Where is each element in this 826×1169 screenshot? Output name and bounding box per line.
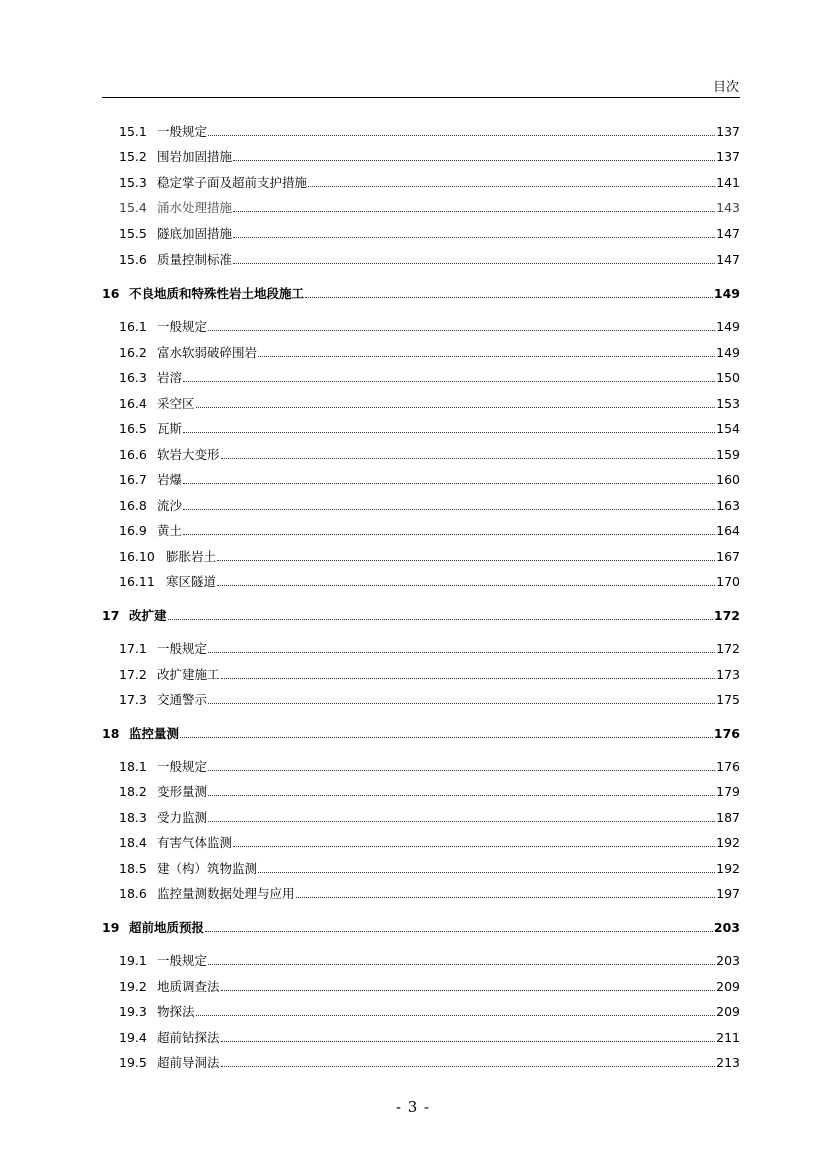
toc-leader-dots	[168, 619, 713, 620]
toc-entry-page: 137	[716, 149, 740, 164]
toc-section-entry[interactable]	[102, 1053, 740, 1071]
toc-leader-dots	[258, 356, 715, 357]
toc-entry-title: 不良地质和特殊性岩土地段施工	[129, 286, 305, 301]
toc-leader-dots	[208, 770, 715, 771]
toc-entry-title: 寒区隧道	[166, 574, 217, 589]
toc-section-entry[interactable]	[102, 343, 740, 361]
toc-entry-title: 受力监测	[157, 810, 208, 825]
toc-entry-number: 19	[102, 920, 120, 935]
toc-section-entry[interactable]	[102, 368, 740, 386]
toc-entry-number: 15.3	[119, 175, 147, 190]
toc-leader-dots	[208, 795, 715, 796]
toc-entry-page: 192	[716, 861, 740, 876]
toc-entry-number: 16.2	[119, 345, 147, 360]
toc-leader-dots	[180, 737, 713, 738]
toc-entry-page: 179	[716, 784, 740, 799]
toc-entry-page: 143	[716, 200, 740, 215]
toc-leader-dots	[233, 211, 715, 212]
toc-leader-dots	[183, 509, 715, 510]
toc-section-entry[interactable]	[102, 665, 740, 683]
toc-chapter-entry[interactable]	[102, 606, 740, 624]
toc-leader-dots	[208, 821, 715, 822]
toc-entry-number: 18.5	[119, 861, 147, 876]
toc-leader-dots	[233, 846, 715, 847]
toc-leader-dots	[205, 931, 713, 932]
toc-leader-dots	[183, 381, 715, 382]
toc-entry-page: 172	[716, 641, 740, 656]
toc-leader-dots	[221, 1041, 716, 1042]
toc-entry-number: 18.3	[119, 810, 147, 825]
toc-leader-dots	[183, 432, 715, 433]
header-title: 目次	[712, 80, 739, 95]
toc-leader-dots	[221, 678, 716, 679]
toc-section-entry[interactable]	[102, 224, 740, 242]
toc-entry-number: 16.10	[119, 549, 155, 564]
toc-entry-number: 16.1	[119, 319, 147, 334]
toc-entry-page: 147	[716, 226, 740, 241]
toc-entry-title: 质量控制标准	[157, 252, 233, 267]
toc-section-entry[interactable]	[102, 173, 740, 191]
toc-entry-page: 137	[716, 124, 740, 139]
toc-entry-title: 超前钻探法	[157, 1030, 220, 1045]
toc-entry-number: 19.2	[119, 979, 147, 994]
toc-entry-page: 153	[716, 396, 740, 411]
toc-leader-dots	[208, 703, 715, 704]
toc-leader-dots	[183, 534, 715, 535]
toc-entry-title: 超前导洞法	[157, 1055, 220, 1070]
page-number: - 3 -	[395, 1098, 431, 1116]
toc-entry-title: 建（构）筑物监测	[157, 861, 258, 876]
toc-leader-dots	[208, 652, 715, 653]
toc-entry-title: 采空区	[157, 396, 195, 411]
toc-entry-number: 16.3	[119, 370, 147, 385]
toc-section-entry[interactable]	[102, 496, 740, 514]
toc-entry-number: 18	[102, 726, 120, 741]
toc-entry-page: 149	[713, 286, 740, 301]
toc-entry-page: 211	[716, 1030, 740, 1045]
toc-leader-dots	[183, 483, 715, 484]
toc-entry-page: 176	[716, 759, 740, 774]
toc-entry-title: 有害气体监测	[157, 835, 233, 850]
toc-entry-page: 176	[713, 726, 740, 741]
toc-entry-number: 15.4	[119, 200, 147, 215]
toc-section-entry[interactable]	[102, 122, 740, 140]
toc-entry-page: 149	[716, 319, 740, 334]
toc-section-entry[interactable]	[102, 470, 740, 488]
toc-entry-number: 17.1	[119, 641, 147, 656]
toc-section-entry[interactable]	[102, 782, 740, 800]
toc-entry-page: 147	[716, 252, 740, 267]
toc-entry-page: 160	[716, 472, 740, 487]
toc-chapter-entry[interactable]	[102, 724, 740, 742]
toc-entry-number: 17.2	[119, 667, 147, 682]
toc-entry-number: 16	[102, 286, 120, 301]
toc-entry-number: 15.1	[119, 124, 147, 139]
toc-section-entry[interactable]	[102, 884, 740, 902]
toc-entry-title: 隧底加固措施	[157, 226, 233, 241]
toc-section-entry[interactable]	[102, 690, 740, 708]
toc-leader-dots	[208, 135, 715, 136]
toc-section-entry[interactable]	[102, 445, 740, 463]
toc-leader-dots	[233, 237, 715, 238]
toc-entry-title: 围岩加固措施	[157, 149, 233, 164]
toc-entry-number: 16.8	[119, 498, 147, 513]
toc-section-entry[interactable]	[102, 757, 740, 775]
toc-section-entry[interactable]	[102, 547, 740, 565]
toc-section-entry[interactable]	[102, 394, 740, 412]
toc-section-entry[interactable]	[102, 833, 740, 851]
toc-section-entry[interactable]	[102, 198, 740, 216]
toc-leader-dots	[305, 297, 713, 298]
toc-entry-title: 一般规定	[157, 759, 208, 774]
toc-entry-title: 一般规定	[157, 124, 208, 139]
toc-entry-title: 超前地质预报	[129, 920, 205, 935]
toc-entry-number: 18.2	[119, 784, 147, 799]
toc-entry-title: 一般规定	[157, 953, 208, 968]
toc-section-entry[interactable]	[102, 521, 740, 539]
toc-entry-page: 197	[716, 886, 740, 901]
toc-entry-title: 物探法	[157, 1004, 195, 1019]
toc-leader-dots	[217, 560, 715, 561]
toc-entry-title: 一般规定	[157, 641, 208, 656]
toc-entry-page: 154	[716, 421, 740, 436]
toc-entry-number: 18.6	[119, 886, 147, 901]
toc-leader-dots	[208, 330, 715, 331]
toc-entry-title: 地质调查法	[157, 979, 220, 994]
toc-entry-number: 18.4	[119, 835, 147, 850]
toc-entry-title: 流沙	[157, 498, 183, 513]
toc-entry-page: 213	[716, 1055, 740, 1070]
toc-section-entry[interactable]	[102, 1002, 740, 1020]
toc-entry-number: 19.3	[119, 1004, 147, 1019]
toc-leader-dots	[217, 585, 715, 586]
toc-chapter-entry[interactable]	[102, 284, 740, 302]
toc-section-entry[interactable]	[102, 1028, 740, 1046]
toc-entry-number: 19.4	[119, 1030, 147, 1045]
toc-entry-page: 149	[716, 345, 740, 360]
toc-entry-page: 209	[716, 979, 740, 994]
toc-entry-title: 富水软弱破碎围岩	[157, 345, 258, 360]
toc-entry-number: 16.11	[119, 574, 155, 589]
toc-leader-dots	[233, 263, 715, 264]
toc-entry-page: 175	[716, 692, 740, 707]
toc-entry-number: 16.6	[119, 447, 147, 462]
toc-entry-number: 18.1	[119, 759, 147, 774]
toc-section-entry[interactable]	[102, 859, 740, 877]
toc-entry-title: 一般规定	[157, 319, 208, 334]
toc-entry-number: 15.2	[119, 149, 147, 164]
toc-section-entry[interactable]	[102, 147, 740, 165]
toc-entry-page: 209	[716, 1004, 740, 1019]
toc-entry-page: 172	[713, 608, 740, 623]
toc-entry-title: 监控量测数据处理与应用	[157, 886, 295, 901]
toc-entry-number: 17.3	[119, 692, 147, 707]
toc-entry-title: 交通警示	[157, 692, 208, 707]
toc-entry-page: 203	[716, 953, 740, 968]
toc-leader-dots	[196, 1015, 716, 1016]
toc-leader-dots	[258, 872, 715, 873]
toc-entry-page: 170	[716, 574, 740, 589]
toc-entry-page: 150	[716, 370, 740, 385]
toc-entry-page: 164	[716, 523, 740, 538]
toc-leader-dots	[308, 186, 715, 187]
toc-entry-title: 黄土	[157, 523, 183, 538]
toc-entry-page: 141	[716, 175, 740, 190]
toc-section-entry[interactable]	[102, 572, 740, 590]
toc-leader-dots	[208, 964, 715, 965]
toc-entry-number: 15.6	[119, 252, 147, 267]
toc-entry-title: 稳定掌子面及超前支护措施	[157, 175, 308, 190]
toc-entry-number: 16.5	[119, 421, 147, 436]
toc-section-entry[interactable]	[102, 977, 740, 995]
toc-entry-title: 膨胀岩土	[166, 549, 217, 564]
toc-leader-dots	[221, 458, 716, 459]
toc-section-entry[interactable]	[102, 317, 740, 335]
toc-entry-title: 变形量测	[157, 784, 208, 799]
toc-section-entry[interactable]	[102, 419, 740, 437]
toc-entry-number: 15.5	[119, 226, 147, 241]
toc-entry-page: 167	[716, 549, 740, 564]
toc-entry-page: 163	[716, 498, 740, 513]
toc-entry-number: 16.9	[119, 523, 147, 538]
toc-entry-title: 软岩大变形	[157, 447, 220, 462]
toc-entry-title: 改扩建	[129, 608, 167, 623]
toc-entry-number: 17	[102, 608, 120, 623]
toc-entry-number: 19.5	[119, 1055, 147, 1070]
toc-entry-title: 改扩建施工	[157, 667, 220, 682]
toc-entry-number: 19.1	[119, 953, 147, 968]
toc-entry-number: 16.7	[119, 472, 147, 487]
toc-entry-page: 173	[716, 667, 740, 682]
toc-section-entry[interactable]	[102, 250, 740, 268]
toc-leader-dots	[296, 897, 716, 898]
toc-section-entry[interactable]	[102, 808, 740, 826]
toc-entry-title: 岩爆	[157, 472, 183, 487]
toc-entry-page: 192	[716, 835, 740, 850]
toc-entry-title: 监控量测	[129, 726, 180, 741]
toc-leader-dots	[196, 407, 716, 408]
toc-entry-title: 涌水处理措施	[157, 200, 233, 215]
toc-leader-dots	[221, 1066, 716, 1067]
toc-entry-number: 16.4	[119, 396, 147, 411]
toc-entry-title: 瓦斯	[157, 421, 183, 436]
toc-leader-dots	[221, 990, 716, 991]
toc-section-entry[interactable]	[102, 639, 740, 657]
toc-entry-page: 187	[716, 810, 740, 825]
toc-entry-title: 岩溶	[157, 370, 183, 385]
toc-leader-dots	[233, 160, 715, 161]
toc-section-entry[interactable]	[102, 951, 740, 969]
toc-chapter-entry[interactable]	[102, 918, 740, 936]
toc-entry-page: 159	[716, 447, 740, 462]
toc-entry-page: 203	[713, 920, 740, 935]
